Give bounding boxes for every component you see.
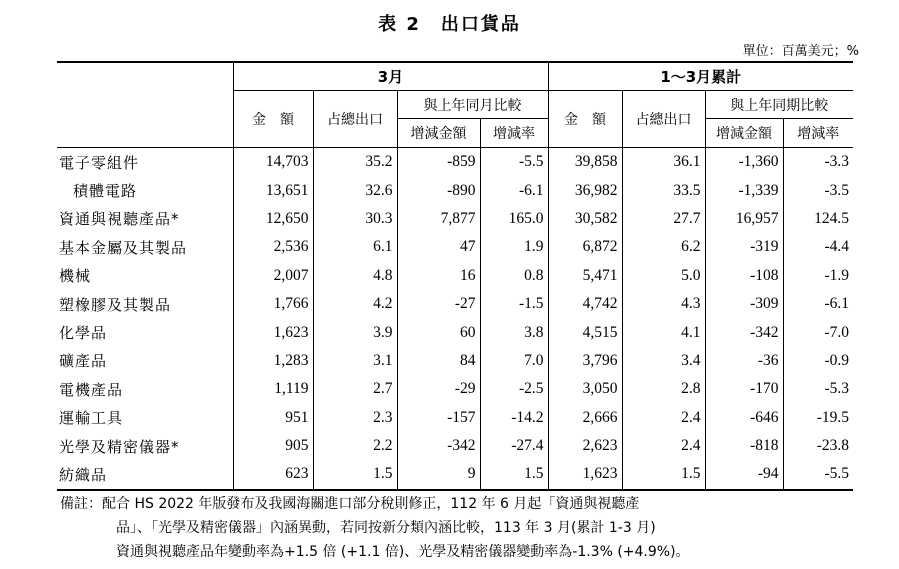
cum-change-rate: -5.5	[783, 460, 853, 489]
month-change-rate: -1.5	[480, 290, 548, 318]
table-body	[57, 148, 853, 490]
row-name: 礦產品	[59, 352, 108, 371]
footnote-line-2: 品」、「光學及精密儀器」內涵異動，若同按新分類內涵比較，113 年 3 月(累計 1-3 月)	[116, 520, 656, 536]
month-amount: 2,536	[233, 233, 313, 261]
table-row	[57, 460, 853, 489]
cum-change-rate: -3.3	[783, 148, 853, 177]
cum-change-amount: -108	[705, 262, 783, 290]
month-amount: 13,651	[233, 176, 313, 204]
month-amount: 1,283	[233, 347, 313, 375]
table-title: 表 2 出口貨品	[378, 14, 521, 35]
table-row	[57, 318, 853, 346]
table-row	[57, 432, 853, 460]
header-cum-yoy: 與上年同期比較	[705, 91, 853, 119]
month-change-rate: 0.8	[480, 262, 548, 290]
header-cum-change-amount: 增減金額	[705, 119, 783, 148]
cum-share: 4.3	[622, 290, 705, 318]
header-cum-change-rate: 增減率	[783, 119, 853, 148]
month-amount: 1,119	[233, 375, 313, 403]
footnote-line-3: 資通與視聽產品年變動率為+1.5 倍 (+1.1 倍)、光學及精密儀器變動率為-1.3% (+4.9%)。	[116, 544, 690, 560]
table-row	[57, 205, 853, 233]
table-row	[57, 404, 853, 432]
table-row	[57, 347, 853, 375]
month-share: 2.7	[313, 375, 397, 403]
month-change-amount: -342	[397, 432, 480, 460]
table-row	[57, 290, 853, 318]
month-share: 4.2	[313, 290, 397, 318]
month-share: 35.2	[313, 148, 397, 177]
month-amount: 905	[233, 432, 313, 460]
month-amount: 951	[233, 404, 313, 432]
month-change-amount: 9	[397, 460, 480, 489]
row-name: 積體電路	[73, 182, 138, 201]
month-change-rate: -5.5	[480, 148, 548, 177]
month-change-rate: -2.5	[480, 375, 548, 403]
month-share: 32.6	[313, 176, 397, 204]
month-share: 6.1	[313, 233, 397, 261]
cum-change-amount: -1,339	[705, 176, 783, 204]
cum-share: 6.2	[622, 233, 705, 261]
cum-change-amount: -36	[705, 347, 783, 375]
row-name: 紡織品	[57, 460, 233, 489]
table-row	[57, 262, 853, 290]
table-row	[57, 375, 853, 403]
cum-share: 2.4	[622, 404, 705, 432]
cum-share: 2.4	[622, 432, 705, 460]
month-change-rate: 1.9	[480, 233, 548, 261]
table-row	[57, 233, 853, 261]
month-share: 1.5	[313, 460, 397, 489]
cum-change-amount: -1,360	[705, 148, 783, 177]
cum-change-rate: -5.3	[783, 375, 853, 403]
cum-change-rate: -7.0	[783, 318, 853, 346]
month-change-rate: 1.5	[480, 460, 548, 489]
cum-change-rate: -19.5	[783, 404, 853, 432]
month-change-rate: -14.2	[480, 404, 548, 432]
cum-share: 1.5	[622, 460, 705, 489]
cum-share: 36.1	[622, 148, 705, 177]
cum-amount: 4,515	[548, 318, 622, 346]
month-change-amount: 16	[397, 262, 480, 290]
month-change-rate: -6.1	[480, 176, 548, 204]
footnote	[60, 492, 860, 564]
month-amount: 623	[233, 460, 313, 489]
month-amount: 12,650	[233, 205, 313, 233]
month-share: 3.9	[313, 318, 397, 346]
month-change-rate: 3.8	[480, 318, 548, 346]
month-change-rate: -27.4	[480, 432, 548, 460]
cum-amount: 6,872	[548, 233, 622, 261]
cum-amount: 30,582	[548, 205, 622, 233]
header-cum-share: 占總出口	[622, 91, 705, 148]
cum-change-rate: -0.9	[783, 347, 853, 375]
month-change-amount: 47	[397, 233, 480, 261]
month-change-amount: -890	[397, 176, 480, 204]
header-month: 3月	[233, 62, 548, 91]
month-amount: 1,766	[233, 290, 313, 318]
cum-change-amount: -342	[705, 318, 783, 346]
row-name: 機械	[59, 267, 92, 286]
cum-change-rate: -1.9	[783, 262, 853, 290]
row-name: 運輸工具	[59, 409, 124, 428]
cum-change-amount: -319	[705, 233, 783, 261]
cum-change-rate: -3.5	[783, 176, 853, 204]
month-change-rate: 7.0	[480, 347, 548, 375]
header-month-change-amount: 增減金額	[397, 119, 480, 148]
month-change-amount: 60	[397, 318, 480, 346]
header-month-amount: 金 額	[233, 91, 313, 148]
cum-amount: 4,742	[548, 290, 622, 318]
table-row	[57, 148, 853, 177]
cum-change-amount: -94	[705, 460, 783, 489]
cum-change-rate: -23.8	[783, 432, 853, 460]
cum-change-amount: -309	[705, 290, 783, 318]
footnote-line-1: 備註：配合 HS 2022 年版發布及我國海關進口部分稅則修正，112 年 6 月起「資通與視聽產	[60, 496, 640, 512]
header-month-yoy: 與上年同月比較	[397, 91, 548, 119]
month-change-amount: -157	[397, 404, 480, 432]
cum-amount: 3,050	[548, 375, 622, 403]
cum-amount: 2,623	[548, 432, 622, 460]
month-share: 30.3	[313, 205, 397, 233]
cum-amount: 3,796	[548, 347, 622, 375]
header-cumulative: 1～3月累計	[548, 62, 853, 91]
month-change-rate: 165.0	[480, 205, 548, 233]
cum-share: 5.0	[622, 262, 705, 290]
unit-label: 單位：百萬美元；%	[742, 44, 859, 59]
cum-amount: 36,982	[548, 176, 622, 204]
cum-change-amount: -818	[705, 432, 783, 460]
month-change-amount: -29	[397, 375, 480, 403]
cum-change-amount: 16,957	[705, 205, 783, 233]
month-share: 3.1	[313, 347, 397, 375]
month-amount: 14,703	[233, 148, 313, 177]
table-row	[57, 176, 853, 204]
row-name: 塑橡膠及其製品	[59, 295, 172, 314]
cum-share: 27.7	[622, 205, 705, 233]
row-name: 化學品	[59, 324, 108, 343]
month-change-amount: -27	[397, 290, 480, 318]
row-name: 基本金屬及其製品	[59, 238, 188, 257]
cum-share: 2.8	[622, 375, 705, 403]
month-share: 4.8	[313, 262, 397, 290]
cum-amount: 1,623	[548, 460, 622, 489]
month-share: 2.3	[313, 404, 397, 432]
month-change-amount: -859	[397, 148, 480, 177]
cum-amount: 2,666	[548, 404, 622, 432]
cum-amount: 39,858	[548, 148, 622, 177]
cum-change-amount: -646	[705, 404, 783, 432]
month-change-amount: 7,877	[397, 205, 480, 233]
export-goods-table	[57, 61, 853, 491]
cum-share: 3.4	[622, 347, 705, 375]
cum-change-rate: 124.5	[783, 205, 853, 233]
month-share: 2.2	[313, 432, 397, 460]
header-month-change-rate: 增減率	[480, 119, 548, 148]
header-blank	[57, 62, 233, 91]
row-name: 電子零組件	[59, 153, 140, 172]
header-cum-amount: 金 額	[548, 91, 622, 148]
cum-share: 4.1	[622, 318, 705, 346]
cum-change-rate: -4.4	[783, 233, 853, 261]
row-name: 資通與視聽產品*	[59, 210, 180, 229]
row-name: 光學及精密儀器*	[59, 437, 180, 456]
month-amount: 1,623	[233, 318, 313, 346]
row-name: 電機產品	[59, 380, 124, 399]
cum-share: 33.5	[622, 176, 705, 204]
cum-change-amount: -170	[705, 375, 783, 403]
header-month-share: 占總出口	[313, 91, 397, 148]
month-amount: 2,007	[233, 262, 313, 290]
month-change-amount: 84	[397, 347, 480, 375]
cum-change-rate: -6.1	[783, 290, 853, 318]
cum-amount: 5,471	[548, 262, 622, 290]
